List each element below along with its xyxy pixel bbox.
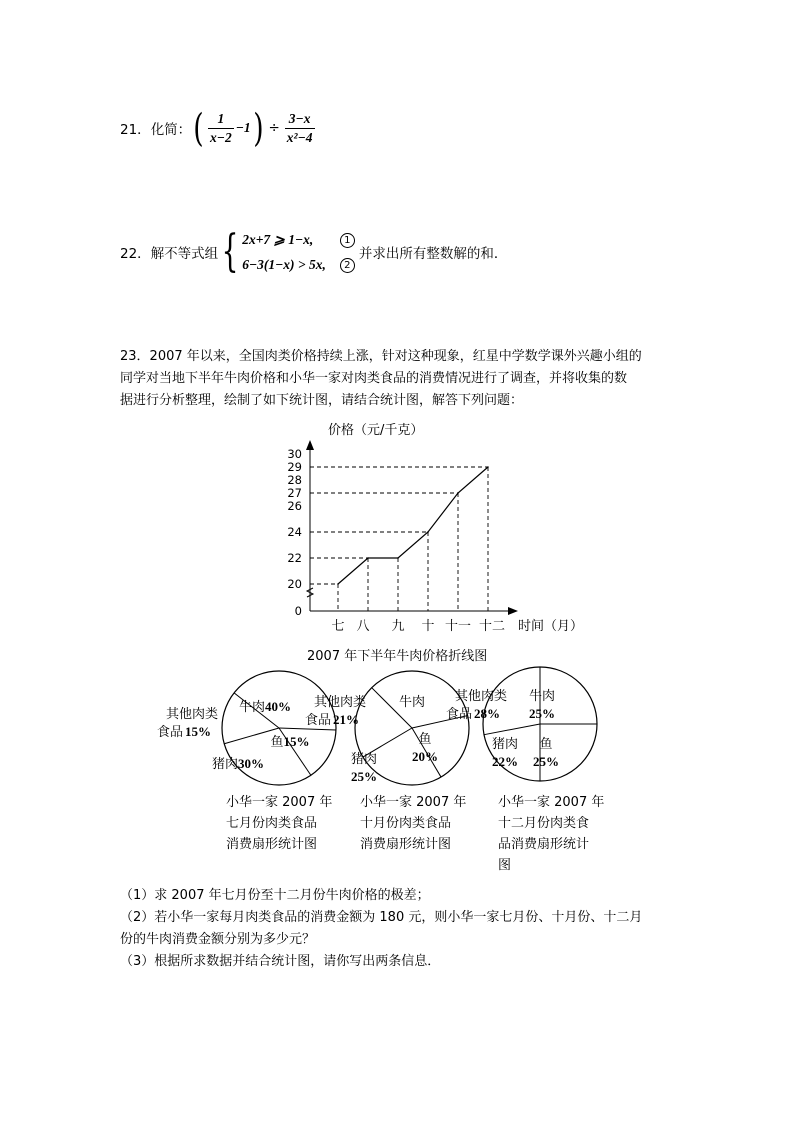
inequality-2: 6−3(1−x) > 5x, (242, 257, 326, 272)
slice-label-line: 食品 (445, 707, 473, 722)
slice-percent: 40% (265, 699, 292, 714)
x-tick-label: 九 (391, 619, 405, 634)
y-tick-label: 26 (287, 499, 302, 513)
line-chart-caption: 2007 年下半年牛肉价格折线图 (307, 649, 488, 664)
marker-column (340, 227, 355, 277)
pie-charts (156, 668, 620, 798)
y-tick-label: 20 (287, 577, 302, 591)
slice-label-line: 牛肉 (398, 695, 426, 710)
price-line-chart (270, 418, 610, 638)
pie-caption-line: 小华一家 2007 年 (360, 795, 467, 810)
slice-label-line: 食品 (156, 725, 184, 740)
slice-label-line: 其他肉类 (165, 707, 219, 722)
slice-label-line: 牛肉 (528, 689, 556, 704)
fraction-1 (208, 110, 234, 147)
pie-caption-line: 小华一家 2007 年 (226, 795, 333, 810)
y-tick-label: 30 (287, 447, 302, 461)
fraction-1-numerator: 1 (208, 110, 234, 129)
question-22-number: 22． (120, 246, 151, 262)
pie-slice-label (212, 756, 264, 772)
fraction-1-denominator: x−2 (210, 129, 232, 145)
y-tick-label: 28 (287, 473, 302, 487)
part-2-line-2: 份的牛肉消费金额分别为多少元？ (120, 932, 316, 947)
question-22 (120, 226, 507, 278)
slice-percent: 21% (333, 712, 360, 727)
slice-label-line: 鱼 (418, 732, 432, 747)
slice-percent: 30% (238, 756, 265, 771)
slice-percent: 15% (283, 734, 310, 749)
x-tick-label: 十 (421, 619, 435, 634)
axis-break-mark (307, 588, 313, 597)
slice-percent: 15% (185, 724, 212, 739)
fraction-2-denominator: x²−4 (286, 129, 313, 145)
left-paren: ( (193, 106, 204, 150)
y-tick-label: 22 (287, 551, 302, 565)
slice-label-line: 猪肉 (350, 752, 378, 767)
pie-slice-label (399, 694, 425, 710)
right-paren: ) (252, 106, 264, 150)
x-tick-label: 十二 (478, 619, 506, 634)
slice-percent: 22% (492, 754, 518, 769)
question-23-parts (120, 885, 690, 973)
circled-two-marker: 2 (340, 258, 355, 273)
y-tick-label: 0 (294, 604, 302, 618)
slice-label-line: 鱼 (539, 737, 553, 752)
question-21 (120, 100, 317, 156)
slice-percent: 25% (533, 754, 559, 769)
intro-line-2: 同学对当地下半年牛肉价格和小华一家对肉类食品的消费情况进行了调查，并将收集的数 (120, 371, 628, 386)
pie-2-caption (360, 792, 466, 855)
x-tick-label: 八 (356, 619, 370, 634)
pie-caption-line: 十二月份肉类食 (498, 816, 590, 831)
divide-sign: ÷ (268, 120, 280, 136)
pie-caption-line: 七月份肉类食品 (226, 816, 318, 831)
circled-one-marker: 1 (340, 233, 355, 248)
intro-line-3: 据进行分析整理，绘制了如下统计图，请结合统计图，解答下列问题： (120, 393, 524, 408)
price-point (457, 492, 459, 494)
pie-caption-line: 消费扇形统计图 (360, 837, 452, 852)
intro-line-1: 23．2007 年以来，全国肉类价格持续上涨，针对这种现象，红星中学数学课外兴趣小组的 (120, 349, 642, 364)
x-axis-label: 时间（月） (518, 619, 584, 634)
pie-caption-line: 品消费扇形统计 (498, 837, 590, 852)
pie-caption-line: 十月份肉类食品 (360, 816, 452, 831)
price-series-line (338, 467, 488, 584)
price-point (487, 466, 489, 468)
part-2-line-1: （2）若小华一家每月肉类食品的消费金额为 180 元，则小华一家七月份、十月份、十二月 (120, 910, 643, 925)
slice-percent: 25% (529, 706, 555, 721)
question-21-label: 化简： (150, 122, 192, 138)
system-brace: { (221, 226, 239, 277)
inequality-system (242, 227, 326, 277)
part-3: （3）根据所求数据并结合统计图，请你写出两条信息． (120, 954, 441, 969)
question-22-label: 解不等式组 (150, 246, 219, 262)
pie-caption-line: 图 (498, 858, 512, 873)
pie-caption-line: 消费扇形统计图 (226, 837, 318, 852)
slice-label-line: 其他肉类 (454, 689, 508, 704)
question-22-tail: 并求出所有整数解的和． (358, 246, 508, 262)
pie-slice-label (270, 734, 309, 750)
pie-3-caption (498, 792, 604, 876)
minus-one: −1 (235, 120, 251, 135)
y-axis-arrow (306, 440, 314, 450)
slice-label-line: 其他肉类 (313, 695, 367, 710)
price-point (427, 531, 429, 533)
question-23-intro (120, 346, 680, 412)
x-tick-label: 七 (331, 619, 345, 634)
slice-percent: 28% (474, 706, 501, 721)
slice-label-line: 猪肉 (211, 757, 239, 772)
question-21-number: 21． (120, 122, 151, 138)
slice-label-line: 鱼 (270, 735, 284, 750)
y-tick-label: 27 (287, 486, 302, 500)
price-point (367, 557, 369, 559)
pie-chart-1 (157, 671, 336, 785)
pie-caption-line: 小华一家 2007 年 (498, 795, 605, 810)
pie-slice-label (239, 699, 291, 715)
inequality-1: 2x+7 ⩾ 1−x, (242, 232, 314, 247)
slice-percent: 25% (351, 769, 377, 784)
fraction-2-numerator: 3−x (285, 110, 315, 129)
slice-label-line: 猪肉 (491, 737, 519, 752)
x-axis-arrow (508, 607, 518, 615)
slice-percent: 20% (412, 749, 438, 764)
price-point (337, 583, 339, 585)
y-axis-label: 价格（元/千克） (328, 423, 424, 438)
y-tick-label: 29 (287, 460, 302, 474)
part-1: （1）求 2007 年七月份至十二月份牛肉价格的极差； (120, 888, 430, 903)
slice-label-line: 牛肉 (238, 700, 266, 715)
x-tick-label: 十一 (444, 619, 472, 634)
fraction-2 (285, 110, 315, 147)
slice-label-line: 食品 (304, 713, 332, 728)
pie-1-caption (226, 792, 332, 855)
y-tick-label: 24 (287, 525, 302, 539)
price-point (397, 557, 399, 559)
pie-slice-label (157, 706, 218, 740)
